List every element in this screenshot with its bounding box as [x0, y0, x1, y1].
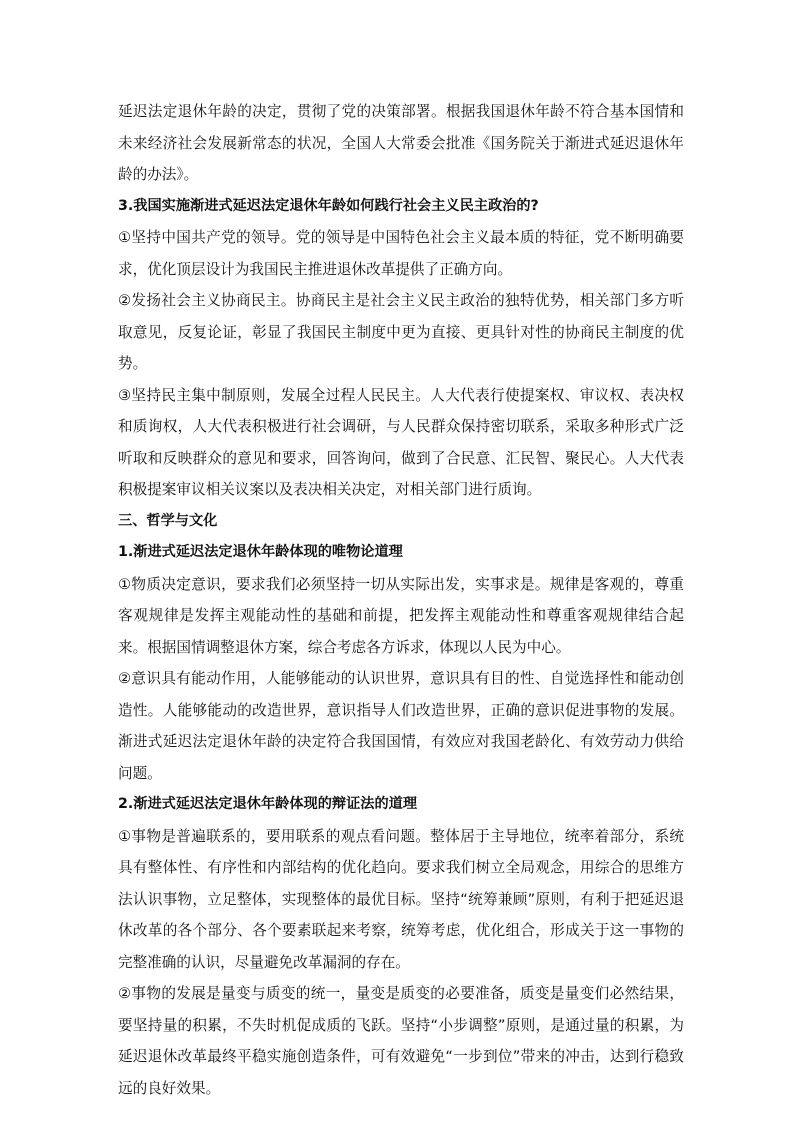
section-philosophy-heading: 三、哲学与文化: [118, 512, 218, 529]
point-quantitative-qualitative-change: ②事物的发展是量变与质变的统一，量变是质变的必要准备，质变是量变们必然结果，要坚持量的积累，不失时机促成质的飞跃。坚持“小步调整”原则，是通过量的积累，为延迟退休改革最终平稳实施创造条件，可有效避免“一步到位”带来的冲击，达到行稳致远的良好效果。: [118, 985, 684, 1097]
document-page: [118, 96, 684, 1104]
point-matter-determines-consciousness: ①物质决定意识，要求我们必须坚持一切从实际出发，实事求是。规律是客观的，尊重客观规律是发挥主观能动性的基础和前提，把发挥主观能动性和尊重客观规律结合起来。根据国情调整退休方案，综合考虑各方诉求，体现以人民为中心。: [118, 575, 684, 656]
subsection-dialectics-heading: 2.渐进式延迟法定退休年龄体现的辩证法的道理: [118, 796, 418, 812]
point-party-leadership: ①坚持中国共产党的领导。党的领导是中国特色社会主义最本质的特征，党不断明确要求，优化顶层设计为我国民主推进退休改革提供了正确方向。: [118, 229, 684, 278]
point-consciousness-initiative: ②意识具有能动作用，人能够能动的认识世界，意识具有目的性、自觉选择性和能动创造性。人能够能动的改造世界，意识指导人们改造世界，正确的意识促进事物的发展。渐进式延迟法定退休年龄的决定符合我国国情，有效应对我国老龄化、有效劳动力供给问题。: [118, 670, 684, 782]
question-3-heading: 3.我国实施渐进式延迟法定退休年龄如何践行社会主义民主政治的?: [118, 197, 539, 214]
point-consultative-democracy: ②发扬社会主义协商民主。协商民主是社会主义民主政治的独特优势，相关部门多方听取意见，反复论证，彰显了我国民主制度中更为直接、更具针对性的协商民主制度的优势。: [118, 292, 684, 372]
paragraph-retirement-decision: 延迟法定退休年龄的决定，贯彻了党的决策部署。根据我国退休年龄不符合基本国情和未来经济社会发展新常态的状况，全国人大常委会批准《国务院关于渐进式延迟退休年龄的办法》。: [118, 103, 684, 183]
point-democratic-centralism: ③坚持民主集中制原则，发展全过程人民民主。人大代表行使提案权、审议权、表决权和质询权，人大代表积极进行社会调研，与人民群众保持密切联系，采取多种形式广泛听取和反映群众的意见和要求，回答询问，做到了合民意、汇民智、聚民心。人大代表积极提案审议相关议案以及表决相关决定，对相关部门进行质询。: [118, 386, 684, 498]
point-universal-connection: ①事物是普遍联系的，要用联系的观点看问题。整体居于主导地位，统率着部分，系统具有整体性、有序性和内部结构的优化趋向。要求我们树立全局观念，用综合的思维方法认识事物，立足整体，实现整体的最优目标。坚持“统筹兼顾”原则，有利于把延迟退休改革的各个部分、各个要素联起来考察，统筹考虑，优化组合，形成关于这一事物的完整准确的认识，尽量避免改革漏洞的存在。: [118, 827, 684, 971]
subsection-materialism-heading: 1.渐进式延迟法定退休年龄体现的唯物论道理: [118, 544, 403, 560]
